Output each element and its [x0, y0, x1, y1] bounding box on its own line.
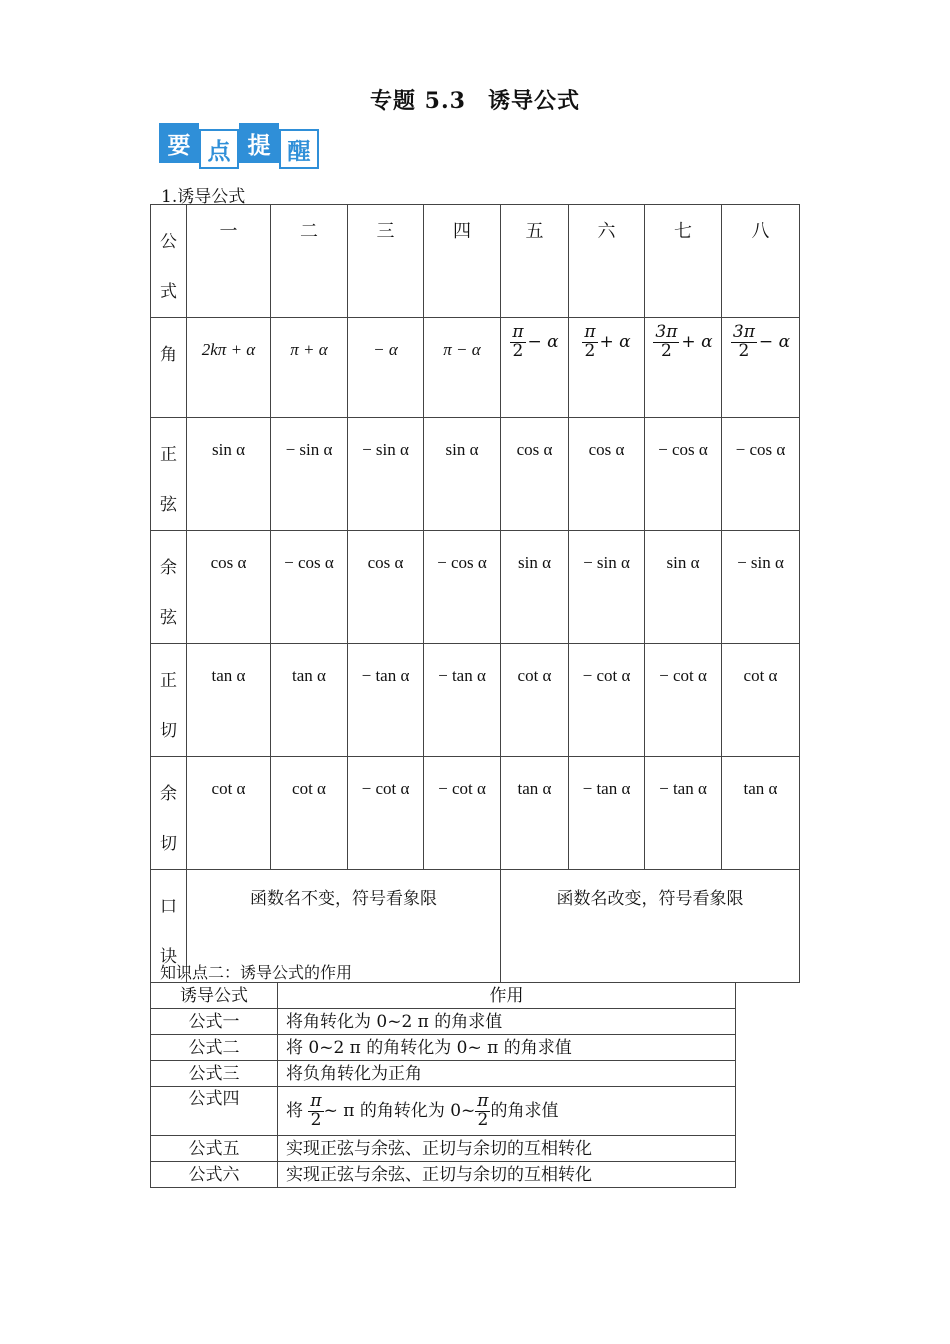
section1-label: 1.诱导公式 [161, 187, 246, 207]
angle-cell: − α [348, 318, 424, 418]
cosine-cell: − sin α [722, 531, 800, 644]
tangent-cell: cot α [722, 644, 800, 757]
formula-number: 六 [569, 205, 645, 318]
row-label: 正 弦 [151, 418, 187, 531]
table-header-row [151, 983, 736, 1009]
sine-cell: − cos α [645, 418, 722, 531]
fraction: $\frac{\pi}{2}$ [584, 322, 596, 361]
cosine-cell: − cos α [271, 531, 348, 644]
tangent-cell: tan α [271, 644, 348, 757]
rhyme-cell: 函数名不变，符号看象限 [187, 870, 501, 983]
cotangent-cell: − tan α [569, 757, 645, 870]
row-label: 余 弦 [151, 531, 187, 644]
row-label: 角 [151, 318, 187, 418]
row-label: 正 切 [151, 644, 187, 757]
cotangent-cell: tan α [722, 757, 800, 870]
cotangent-cell: − cot α [348, 757, 424, 870]
badge-char: 醒 [279, 129, 319, 169]
cosine-cell: sin α [501, 531, 569, 644]
row-cosine [151, 531, 800, 644]
formula-name: 公式三 [151, 1061, 278, 1087]
cotangent-cell: − tan α [645, 757, 722, 870]
angle-cell: 2kπ + α [187, 318, 271, 418]
table-row [151, 1136, 736, 1162]
angle-cell: $\frac{3\pi}{2}$ + α [645, 318, 722, 418]
table-row [151, 1009, 736, 1035]
formula-use: 将 $\frac{\pi}{2}$ ~ π 的角转化为 0~ $\frac{\pi}{2}$ 的角求值 [278, 1087, 736, 1136]
sine-cell: − sin α [271, 418, 348, 531]
cosine-cell: sin α [645, 531, 722, 644]
fraction: $\frac{3\pi}{2}$ [732, 322, 755, 361]
row-cotangent [151, 757, 800, 870]
formula-use: 实现正弦与余弦、正切与余切的互相转化 [278, 1162, 736, 1188]
formula-use: 将负角转化为正角 [278, 1061, 736, 1087]
row-tangent [151, 644, 800, 757]
cosine-cell: cos α [348, 531, 424, 644]
sine-cell: − cos α [722, 418, 800, 531]
formula-name: 公式五 [151, 1136, 278, 1162]
cotangent-cell: tan α [501, 757, 569, 870]
formula-number: 四 [424, 205, 501, 318]
cotangent-cell: cot α [271, 757, 348, 870]
sine-cell: − sin α [348, 418, 424, 531]
sine-cell: cos α [501, 418, 569, 531]
tangent-cell: − cot α [569, 644, 645, 757]
angle-cell: $\frac{3\pi}{2}$ − α [722, 318, 800, 418]
formula-name: 公式六 [151, 1162, 278, 1188]
tangent-cell: − cot α [645, 644, 722, 757]
formula-number: 二 [271, 205, 348, 318]
row-angle [151, 318, 800, 418]
formula-number: 五 [501, 205, 569, 318]
cosine-cell: cos α [187, 531, 271, 644]
table-row [151, 1087, 736, 1136]
formula-name: 公式一 [151, 1009, 278, 1035]
formula-table [150, 204, 800, 983]
section2-label: 知识点二：诱导公式的作用 [160, 963, 353, 982]
cotangent-cell: cot α [187, 757, 271, 870]
badge-char: 提 [239, 123, 279, 163]
angle-cell: $\frac{\pi}{2}$ + α [569, 318, 645, 418]
usage-table [150, 982, 736, 1188]
formula-use: 将角转化为 0~2 π 的角求值 [278, 1009, 736, 1035]
formula-use: 实现正弦与余弦、正切与余切的互相转化 [278, 1136, 736, 1162]
cosine-cell: − cos α [424, 531, 501, 644]
angle-cell: $\frac{\pi}{2}$ − α [501, 318, 569, 418]
tangent-cell: − tan α [348, 644, 424, 757]
angle-cell: π + α [271, 318, 348, 418]
fraction: $\frac{3\pi}{2}$ [655, 322, 678, 361]
row-formula-number [151, 205, 800, 318]
formula-number: 八 [722, 205, 800, 318]
formula-number: 一 [187, 205, 271, 318]
header-cell: 诱导公式 [151, 983, 278, 1009]
cotangent-cell: − cot α [424, 757, 501, 870]
fraction: $\frac{\pi}{2}$ [477, 1090, 489, 1130]
header-cell: 作用 [278, 983, 736, 1009]
sine-cell: sin α [187, 418, 271, 531]
formula-number: 三 [348, 205, 424, 318]
tangent-cell: tan α [187, 644, 271, 757]
page-title: 专题 5.3 诱导公式 [370, 88, 580, 114]
formula-name: 公式四 [151, 1087, 278, 1136]
fraction: $\frac{\pi}{2}$ [512, 322, 524, 361]
tangent-cell: cot α [501, 644, 569, 757]
table-row [151, 1035, 736, 1061]
badge-char: 点 [199, 129, 239, 169]
formula-name: 公式二 [151, 1035, 278, 1061]
sine-cell: cos α [569, 418, 645, 531]
formula-use: 将 0~2 π 的角转化为 0~ π 的角求值 [278, 1035, 736, 1061]
badge-char: 要 [159, 123, 199, 163]
rhyme-cell: 函数名改变，符号看象限 [501, 870, 800, 983]
row-label: 公 式 [151, 205, 187, 318]
tangent-cell: − tan α [424, 644, 501, 757]
row-label: 余 切 [151, 757, 187, 870]
table-row [151, 1162, 736, 1188]
table-row [151, 1061, 736, 1087]
angle-cell: π − α [424, 318, 501, 418]
row-sine [151, 418, 800, 531]
row-label: 口 诀 [151, 870, 187, 983]
formula-number: 七 [645, 205, 722, 318]
sine-cell: sin α [424, 418, 501, 531]
cosine-cell: − sin α [569, 531, 645, 644]
fraction: $\frac{\pi}{2}$ [310, 1090, 322, 1130]
